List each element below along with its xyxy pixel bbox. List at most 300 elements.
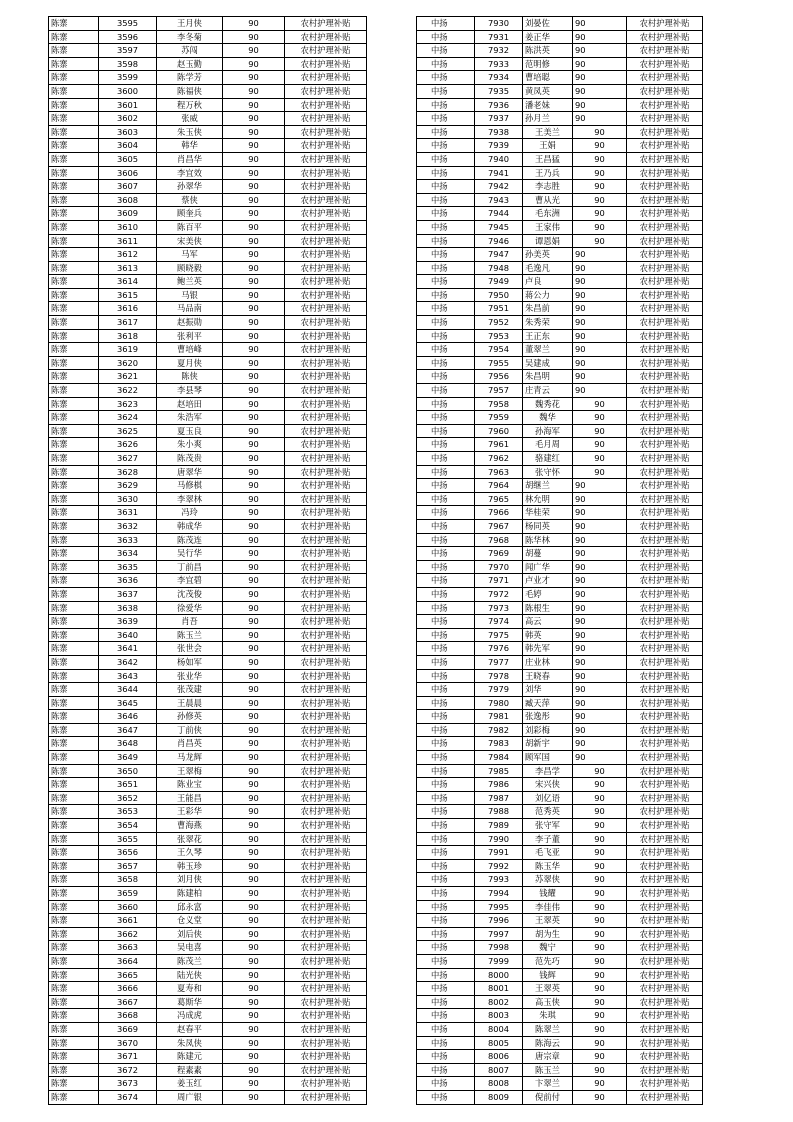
- region-cell: 中扬: [417, 547, 475, 561]
- subsidy-type-cell: 农村护理补贴: [285, 560, 367, 574]
- amount-cell: 90: [223, 356, 285, 370]
- table-row: [417, 751, 703, 765]
- name-cell: 丁前侠: [157, 723, 223, 737]
- region-cell: 陈寨: [49, 44, 99, 58]
- table-row: [417, 587, 703, 601]
- subsidy-type-cell: 农村护理补贴: [627, 628, 703, 642]
- region-cell: 陈寨: [49, 479, 99, 493]
- name-cell: 陆光侠: [157, 968, 223, 982]
- right-table-body: [417, 17, 703, 1105]
- subsidy-type-cell: 农村护理补贴: [285, 220, 367, 234]
- table-row: [49, 343, 367, 357]
- serial-cell: 3610: [99, 220, 157, 234]
- table-row: [417, 288, 703, 302]
- table-row: [417, 1077, 703, 1091]
- amount-cell: 90: [573, 125, 627, 139]
- name-cell: 高云: [523, 615, 573, 629]
- subsidy-type-cell: 农村护理补贴: [285, 1090, 367, 1104]
- serial-cell: 7969: [475, 547, 523, 561]
- subsidy-type-cell: 农村护理补贴: [627, 519, 703, 533]
- subsidy-type-cell: 农村护理补贴: [285, 615, 367, 629]
- name-cell: 高玉侠: [523, 995, 573, 1009]
- name-cell: 夏月侠: [157, 356, 223, 370]
- name-cell: 毛逸凡: [523, 261, 573, 275]
- amount-cell: 90: [573, 927, 627, 941]
- name-cell: 姜玉红: [157, 1077, 223, 1091]
- serial-cell: 7980: [475, 696, 523, 710]
- region-cell: 陈寨: [49, 248, 99, 262]
- table-row: [49, 17, 367, 31]
- subsidy-type-cell: 农村护理补贴: [627, 615, 703, 629]
- subsidy-type-cell: 农村护理补贴: [627, 669, 703, 683]
- serial-cell: 8000: [475, 968, 523, 982]
- serial-cell: 3601: [99, 98, 157, 112]
- amount-cell: 90: [573, 220, 627, 234]
- subsidy-type-cell: 农村护理补贴: [285, 152, 367, 166]
- name-cell: 李冬菊: [157, 30, 223, 44]
- region-cell: 中扬: [417, 180, 475, 194]
- subsidy-type-cell: 农村护理补贴: [285, 927, 367, 941]
- subsidy-type-cell: 农村护理补贴: [627, 1063, 703, 1077]
- serial-cell: 3598: [99, 57, 157, 71]
- amount-cell: 90: [223, 465, 285, 479]
- name-cell: 陈茂贵: [157, 452, 223, 466]
- subsidy-type-cell: 农村护理补贴: [285, 696, 367, 710]
- amount-cell: 90: [223, 57, 285, 71]
- region-cell: 中扬: [417, 900, 475, 914]
- subsidy-type-cell: 农村护理补贴: [285, 57, 367, 71]
- name-cell: 姜正华: [523, 30, 573, 44]
- subsidy-type-cell: 农村护理补贴: [627, 479, 703, 493]
- subsidy-type-cell: 农村护理补贴: [627, 1050, 703, 1064]
- table-row: [417, 302, 703, 316]
- subsidy-type-cell: 农村护理补贴: [627, 873, 703, 887]
- amount-cell: 90: [573, 832, 627, 846]
- serial-cell: 7951: [475, 302, 523, 316]
- subsidy-type-cell: 农村护理补贴: [627, 995, 703, 1009]
- serial-cell: 3639: [99, 615, 157, 629]
- amount-cell: 90: [573, 587, 627, 601]
- table-row: [49, 791, 367, 805]
- serial-cell: 3613: [99, 261, 157, 275]
- amount-cell: 90: [223, 275, 285, 289]
- region-cell: 陈寨: [49, 112, 99, 126]
- subsidy-type-cell: 农村护理补贴: [627, 492, 703, 506]
- region-cell: 中扬: [417, 384, 475, 398]
- serial-cell: 3645: [99, 696, 157, 710]
- serial-cell: 7943: [475, 193, 523, 207]
- amount-cell: 90: [573, 152, 627, 166]
- subsidy-type-cell: 农村护理补贴: [285, 234, 367, 248]
- subsidy-type-cell: 农村护理补贴: [627, 193, 703, 207]
- name-cell: 李县琴: [157, 384, 223, 398]
- table-row: [49, 248, 367, 262]
- subsidy-type-cell: 农村护理补贴: [627, 261, 703, 275]
- amount-cell: 90: [573, 914, 627, 928]
- amount-cell: 90: [223, 683, 285, 697]
- table-row: [417, 17, 703, 31]
- subsidy-type-cell: 农村护理补贴: [285, 465, 367, 479]
- name-cell: 曹培峰: [157, 343, 223, 357]
- serial-cell: 3634: [99, 547, 157, 561]
- name-cell: 张利平: [157, 329, 223, 343]
- table-row: [49, 819, 367, 833]
- name-cell: 林允明: [523, 492, 573, 506]
- serial-cell: 3652: [99, 791, 157, 805]
- amount-cell: 90: [573, 71, 627, 85]
- table-row: [49, 533, 367, 547]
- name-cell: 卢良: [523, 275, 573, 289]
- name-cell: 冯成虎: [157, 1009, 223, 1023]
- amount-cell: 90: [573, 805, 627, 819]
- amount-cell: 90: [573, 995, 627, 1009]
- name-cell: 陈玉兰: [523, 1063, 573, 1077]
- name-cell: 孙修英: [157, 710, 223, 724]
- name-cell: 刘月侠: [157, 873, 223, 887]
- amount-cell: 90: [573, 356, 627, 370]
- name-cell: 仓义堂: [157, 914, 223, 928]
- table-row: [417, 234, 703, 248]
- subsidy-type-cell: 农村护理补贴: [627, 683, 703, 697]
- name-cell: 范先巧: [523, 954, 573, 968]
- table-row: [49, 384, 367, 398]
- amount-cell: 90: [573, 778, 627, 792]
- amount-cell: 90: [573, 302, 627, 316]
- serial-cell: 3621: [99, 370, 157, 384]
- subsidy-type-cell: 农村护理补贴: [285, 519, 367, 533]
- subsidy-type-cell: 农村护理补贴: [627, 1077, 703, 1091]
- name-cell: 卞翠兰: [523, 1077, 573, 1091]
- table-row: [417, 316, 703, 330]
- table-row: [49, 1077, 367, 1091]
- serial-cell: 3612: [99, 248, 157, 262]
- amount-cell: 90: [573, 642, 627, 656]
- amount-cell: 90: [223, 152, 285, 166]
- serial-cell: 7941: [475, 166, 523, 180]
- region-cell: 陈寨: [49, 139, 99, 153]
- region-cell: 中扬: [417, 764, 475, 778]
- subsidy-type-cell: 农村护理补贴: [627, 465, 703, 479]
- subsidy-type-cell: 农村护理补贴: [627, 71, 703, 85]
- subsidy-type-cell: 农村护理补贴: [627, 316, 703, 330]
- region-cell: 陈寨: [49, 356, 99, 370]
- name-cell: 庄青云: [523, 384, 573, 398]
- subsidy-type-cell: 农村护理补贴: [627, 438, 703, 452]
- serial-cell: 3595: [99, 17, 157, 31]
- subsidy-type-cell: 农村护理补贴: [627, 900, 703, 914]
- region-cell: 陈寨: [49, 411, 99, 425]
- serial-cell: 3609: [99, 207, 157, 221]
- table-row: [417, 846, 703, 860]
- region-cell: 中扬: [417, 696, 475, 710]
- region-cell: 中扬: [417, 479, 475, 493]
- serial-cell: 3622: [99, 384, 157, 398]
- table-row: [417, 723, 703, 737]
- table-row: [417, 519, 703, 533]
- serial-cell: 7934: [475, 71, 523, 85]
- table-row: [49, 927, 367, 941]
- name-cell: 孙月兰: [523, 112, 573, 126]
- serial-cell: 3635: [99, 560, 157, 574]
- serial-cell: 3647: [99, 723, 157, 737]
- subsidy-type-cell: 农村护理补贴: [627, 424, 703, 438]
- name-cell: 顾奎兵: [157, 207, 223, 221]
- subsidy-type-cell: 农村护理补贴: [285, 968, 367, 982]
- table-row: [417, 125, 703, 139]
- amount-cell: 90: [573, 696, 627, 710]
- amount-cell: 90: [223, 139, 285, 153]
- subsidy-type-cell: 农村护理补贴: [285, 452, 367, 466]
- subsidy-type-cell: 农村护理补贴: [285, 479, 367, 493]
- region-cell: 中扬: [417, 887, 475, 901]
- subsidy-type-cell: 农村护理补贴: [285, 1036, 367, 1050]
- name-cell: 曹培聪: [523, 71, 573, 85]
- region-cell: 陈寨: [49, 941, 99, 955]
- amount-cell: 90: [223, 751, 285, 765]
- serial-cell: 3656: [99, 846, 157, 860]
- subsidy-type-cell: 农村护理补贴: [627, 914, 703, 928]
- subsidy-type-cell: 农村护理补贴: [627, 941, 703, 955]
- amount-cell: 90: [223, 832, 285, 846]
- subsidy-type-cell: 农村护理补贴: [285, 17, 367, 31]
- subsidy-type-cell: 农村护理补贴: [285, 547, 367, 561]
- table-row: [417, 452, 703, 466]
- subsidy-type-cell: 农村护理补贴: [285, 411, 367, 425]
- subsidy-type-cell: 农村护理补贴: [285, 791, 367, 805]
- amount-cell: 90: [223, 696, 285, 710]
- subsidy-type-cell: 农村护理补贴: [627, 587, 703, 601]
- serial-cell: 7991: [475, 846, 523, 860]
- name-cell: 程素素: [157, 1063, 223, 1077]
- name-cell: 韩玉珍: [157, 859, 223, 873]
- serial-cell: 3640: [99, 628, 157, 642]
- region-cell: 陈寨: [49, 1090, 99, 1104]
- region-cell: 中扬: [417, 519, 475, 533]
- name-cell: 骆建红: [523, 452, 573, 466]
- table-row: [49, 615, 367, 629]
- region-cell: 陈寨: [49, 778, 99, 792]
- name-cell: 肖昌英: [157, 737, 223, 751]
- region-cell: 陈寨: [49, 642, 99, 656]
- region-cell: 陈寨: [49, 615, 99, 629]
- table-row: [417, 1090, 703, 1104]
- amount-cell: 90: [573, 859, 627, 873]
- amount-cell: 90: [223, 1036, 285, 1050]
- serial-cell: 7967: [475, 519, 523, 533]
- table-row: [417, 968, 703, 982]
- amount-cell: 90: [573, 166, 627, 180]
- region-cell: 陈寨: [49, 710, 99, 724]
- region-cell: 陈寨: [49, 506, 99, 520]
- table-row: [417, 642, 703, 656]
- region-cell: 中扬: [417, 452, 475, 466]
- name-cell: 蔡侠: [157, 193, 223, 207]
- region-cell: 中扬: [417, 424, 475, 438]
- name-cell: 周广银: [157, 1090, 223, 1104]
- serial-cell: 7992: [475, 859, 523, 873]
- serial-cell: 3611: [99, 234, 157, 248]
- amount-cell: 90: [223, 329, 285, 343]
- name-cell: 韩华: [157, 139, 223, 153]
- name-cell: 赵培田: [157, 397, 223, 411]
- subsidy-type-cell: 农村护理补贴: [285, 139, 367, 153]
- table-row: [417, 329, 703, 343]
- serial-cell: 3641: [99, 642, 157, 656]
- amount-cell: 90: [573, 669, 627, 683]
- subsidy-type-cell: 农村护理补贴: [285, 1063, 367, 1077]
- subsidy-type-cell: 农村护理补贴: [627, 275, 703, 289]
- amount-cell: 90: [573, 17, 627, 31]
- table-row: [49, 1050, 367, 1064]
- region-cell: 中扬: [417, 261, 475, 275]
- subsidy-type-cell: 农村护理补贴: [627, 696, 703, 710]
- subsidy-type-cell: 农村护理补贴: [285, 492, 367, 506]
- serial-cell: 3672: [99, 1063, 157, 1077]
- serial-cell: 7931: [475, 30, 523, 44]
- subsidy-type-cell: 农村护理补贴: [627, 506, 703, 520]
- table-row: [417, 995, 703, 1009]
- name-cell: 毛婷: [523, 587, 573, 601]
- table-row: [417, 356, 703, 370]
- table-row: [49, 180, 367, 194]
- region-cell: 中扬: [417, 710, 475, 724]
- serial-cell: 3600: [99, 84, 157, 98]
- serial-cell: 7959: [475, 411, 523, 425]
- subsidy-type-cell: 农村护理补贴: [627, 751, 703, 765]
- region-cell: 中扬: [417, 995, 475, 1009]
- serial-cell: 3659: [99, 887, 157, 901]
- subsidy-type-cell: 农村护理补贴: [627, 547, 703, 561]
- subsidy-type-cell: 农村护理补贴: [285, 343, 367, 357]
- table-row: [417, 139, 703, 153]
- table-row: [417, 560, 703, 574]
- name-cell: 张茂建: [157, 683, 223, 697]
- serial-cell: 3671: [99, 1050, 157, 1064]
- serial-cell: 3655: [99, 832, 157, 846]
- table-row: [417, 84, 703, 98]
- region-cell: 陈寨: [49, 1022, 99, 1036]
- region-cell: 中扬: [417, 57, 475, 71]
- serial-cell: 3670: [99, 1036, 157, 1050]
- name-cell: 冯玲: [157, 506, 223, 520]
- region-cell: 陈寨: [49, 397, 99, 411]
- name-cell: 胡新宇: [523, 737, 573, 751]
- subsidy-type-cell: 农村护理补贴: [627, 887, 703, 901]
- region-cell: 陈寨: [49, 302, 99, 316]
- amount-cell: 90: [223, 1077, 285, 1091]
- serial-cell: 3626: [99, 438, 157, 452]
- subsidy-type-cell: 农村护理补贴: [285, 207, 367, 221]
- name-cell: 曹从光: [523, 193, 573, 207]
- name-cell: 臧天萍: [523, 696, 573, 710]
- serial-cell: 3644: [99, 683, 157, 697]
- serial-cell: 3602: [99, 112, 157, 126]
- table-row: [49, 84, 367, 98]
- amount-cell: 90: [573, 234, 627, 248]
- subsidy-type-cell: 农村护理补贴: [627, 723, 703, 737]
- amount-cell: 90: [573, 1050, 627, 1064]
- table-row: [49, 751, 367, 765]
- table-row: [49, 329, 367, 343]
- name-cell: 肖昌华: [157, 152, 223, 166]
- region-cell: 陈寨: [49, 343, 99, 357]
- serial-cell: 7932: [475, 44, 523, 58]
- amount-cell: 90: [223, 492, 285, 506]
- region-cell: 陈寨: [49, 683, 99, 697]
- amount-cell: 90: [223, 723, 285, 737]
- region-cell: 陈寨: [49, 764, 99, 778]
- serial-cell: 3646: [99, 710, 157, 724]
- amount-cell: 90: [573, 982, 627, 996]
- region-cell: 中扬: [417, 628, 475, 642]
- region-cell: 陈寨: [49, 125, 99, 139]
- table-row: [49, 737, 367, 751]
- serial-cell: 3629: [99, 479, 157, 493]
- subsidy-type-cell: 农村护理补贴: [627, 125, 703, 139]
- subsidy-type-cell: 农村护理补贴: [285, 642, 367, 656]
- subsidy-type-cell: 农村护理补贴: [627, 1090, 703, 1104]
- serial-cell: 7995: [475, 900, 523, 914]
- table-row: [49, 1022, 367, 1036]
- region-cell: 中扬: [417, 152, 475, 166]
- region-cell: 中扬: [417, 655, 475, 669]
- name-cell: 魏秀花: [523, 397, 573, 411]
- amount-cell: 90: [573, 329, 627, 343]
- table-row: [49, 696, 367, 710]
- name-cell: 胡为生: [523, 927, 573, 941]
- region-cell: 陈寨: [49, 805, 99, 819]
- region-cell: 中扬: [417, 1077, 475, 1091]
- left-table: [48, 16, 367, 1105]
- amount-cell: 90: [223, 71, 285, 85]
- amount-cell: 90: [223, 424, 285, 438]
- amount-cell: 90: [223, 180, 285, 194]
- name-cell: 葛斯华: [157, 995, 223, 1009]
- table-row: [49, 778, 367, 792]
- right-table: [416, 16, 703, 1105]
- table-row: [417, 343, 703, 357]
- subsidy-type-cell: 农村护理补贴: [285, 587, 367, 601]
- name-cell: 苏闯: [157, 44, 223, 58]
- amount-cell: 90: [573, 655, 627, 669]
- name-cell: 毛月周: [523, 438, 573, 452]
- amount-cell: 90: [573, 560, 627, 574]
- table-row: [49, 859, 367, 873]
- region-cell: 陈寨: [49, 1009, 99, 1023]
- name-cell: 苏翠侠: [523, 873, 573, 887]
- amount-cell: 90: [223, 887, 285, 901]
- amount-cell: 90: [573, 574, 627, 588]
- table-row: [417, 859, 703, 873]
- subsidy-type-cell: 农村护理补贴: [627, 710, 703, 724]
- subsidy-type-cell: 农村护理补贴: [285, 764, 367, 778]
- name-cell: 杨如军: [157, 655, 223, 669]
- amount-cell: 90: [223, 941, 285, 955]
- amount-cell: 90: [573, 397, 627, 411]
- region-cell: 陈寨: [49, 873, 99, 887]
- table-row: [417, 71, 703, 85]
- serial-cell: 3620: [99, 356, 157, 370]
- subsidy-type-cell: 农村护理补贴: [285, 1009, 367, 1023]
- name-cell: 朱昌前: [523, 302, 573, 316]
- region-cell: 中扬: [417, 411, 475, 425]
- subsidy-type-cell: 农村护理补贴: [627, 533, 703, 547]
- serial-cell: 3617: [99, 316, 157, 330]
- amount-cell: 90: [223, 112, 285, 126]
- table-row: [417, 465, 703, 479]
- serial-cell: 7998: [475, 941, 523, 955]
- table-row: [417, 819, 703, 833]
